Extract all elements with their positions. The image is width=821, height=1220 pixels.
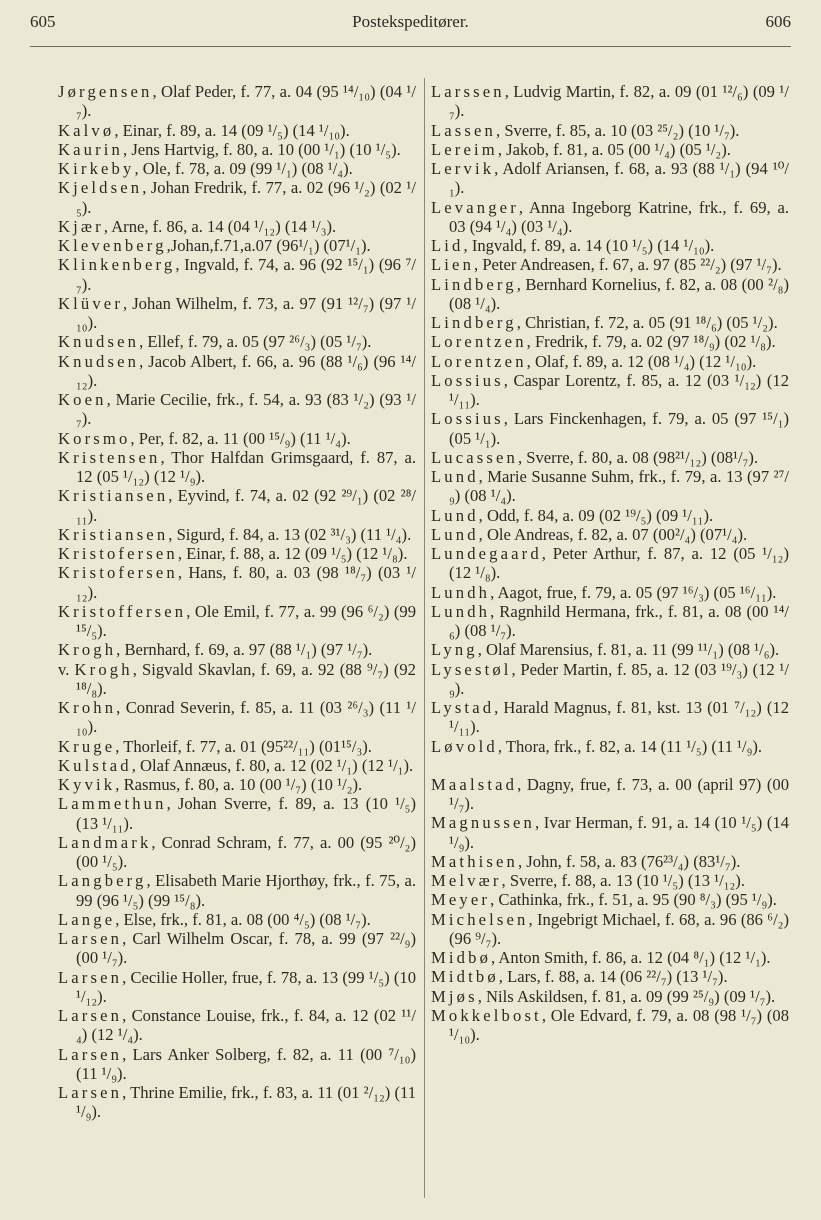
entry-surname: Larsen — [58, 1083, 123, 1102]
entry-surname: Jørgensen — [58, 82, 153, 101]
entry-surname: Lossius — [431, 409, 504, 429]
entry-surname: Lammethun — [58, 794, 167, 814]
directory-entry — [58, 640, 416, 659]
entry-surname: Lund — [431, 505, 479, 525]
entry-details: , Carl Wilhelm Oscar, f. 78, a. 99 (97 ²²/₉) (00 ¹/₇). — [76, 929, 416, 968]
entry-details: , Lars Finckenhagen, f. 79, a. 05 (97 ¹⁵/₁) (05 ¹/₁). — [449, 409, 789, 448]
entry-surname: Korsmo — [58, 428, 131, 448]
entry-surname: Lorentzen — [431, 351, 527, 371]
entry-details: , Christian, f. 72, a. 05 (91 ¹⁸/₆) (05 ¹/₂). — [516, 313, 778, 332]
entry-details: , Thorleif, f. 77, a. 01 (95²²/₁₁) (01¹⁵/₃). — [115, 736, 372, 756]
entry-details: , Adolf Ariansen, f. 68, a. 93 (88 ¹/₁) (94 ¹⁰/₁). — [449, 159, 789, 198]
directory-entry — [431, 871, 789, 890]
entry-details: , Jens Hartvig, f. 80, a. 10 (00 ¹/₁) (10 ¹/₅). — [123, 139, 401, 159]
entry-details: , John, f. 58, a. 83 (76²³/₄) (83¹/₇). — [518, 851, 741, 871]
entry-details: , Constance Louise, frk., f. 84, a. 12 (02 ¹¹/₄) (12 ¹/₄). — [76, 1006, 416, 1045]
entry-surname: Klevenberg — [58, 236, 167, 255]
directory-entry — [431, 890, 789, 909]
directory-entry — [58, 448, 416, 487]
directory-entry — [431, 255, 789, 274]
entry-details: , Harald Magnus, f. 81, kst. 13 (01 ⁷/₁₂) (12 ¹/₁₁). — [449, 698, 789, 737]
directory-entry — [58, 544, 416, 563]
entry-details: , Olaf Marensius, f. 81, a. 11 (99 ¹¹/₁) (08 ¹/₆). — [477, 640, 780, 660]
entry-surname: Larsen — [58, 1006, 123, 1025]
entry-surname: Lucassen — [431, 447, 518, 467]
directory-entry — [431, 525, 789, 544]
directory-entry — [58, 1045, 416, 1084]
entry-surname: Kjær — [58, 216, 104, 236]
directory-entry — [431, 159, 789, 198]
entry-surname: Lid — [431, 236, 464, 255]
entry-surname: Kulstad — [58, 755, 132, 775]
entry-details: , Cathinka, frk., f. 51, a. 95 (90 ⁸/₃) (95 ¹/₉). — [490, 890, 777, 910]
entry-surname: Lereim — [431, 139, 498, 159]
entry-details: ,Johan,f.71,a.07 (96¹/₁) (07¹/₁). — [166, 236, 371, 255]
entry-details: , Ole Andreas, f. 82, a. 07 (00²/₄) (07¹/₄). — [478, 524, 748, 544]
page-number-right: 606 — [765, 12, 791, 31]
entry-surname: Knudsen — [58, 351, 140, 371]
entry-details: , Elisabeth Marie Hjorthøy, frk., f. 75, a. 99 (96 ¹/₅) (99 ¹⁵/₈). — [76, 871, 416, 910]
entry-surname: Kristofersen — [58, 563, 178, 583]
entry-details: , Ingebrigt Michael, f. 68, a. 96 (86 ⁶/₂) (96 ⁹/₇). — [449, 909, 789, 948]
entry-surname: Meyer — [431, 890, 491, 910]
letter-gap — [431, 756, 789, 775]
entry-details: , Nils Askildsen, f. 81, a. 09 (99 ²⁵/₉) (09 ¹/₇). — [477, 986, 776, 1006]
directory-entry — [431, 775, 789, 814]
directory-entry — [431, 813, 789, 852]
directory-entry — [58, 332, 416, 351]
entry-surname: Koen — [58, 390, 107, 409]
entry-details: , Jacob Albert, f. 66, a. 96 (88 ¹/₆) (96 ¹⁴/₁₂). — [76, 351, 416, 390]
entry-details: , Sverre, f. 85, a. 10 (03 ²⁵/₂) (10 ¹/₇). — [496, 120, 740, 140]
directory-entry — [431, 467, 789, 506]
entry-details: , Lars Anker Solberg, f. 82, a. 11 (00 ⁷/₁₀) (11 ¹/₉). — [76, 1044, 416, 1083]
running-title: Postekspeditører. — [352, 12, 469, 31]
header-rule — [30, 46, 791, 47]
entry-surname: Krohn — [58, 698, 117, 717]
entry-surname: Magnussen — [431, 813, 535, 833]
left-column — [58, 82, 416, 1122]
entry-surname: Kirkeby — [58, 159, 135, 178]
entry-details: , Fredrik, f. 79, a. 02 (97 ¹⁸/₉) (02 ¹/₈). — [526, 332, 776, 352]
column-divider — [424, 78, 425, 1198]
entry-surname: Mathisen — [431, 851, 518, 871]
entry-details: , Thor Halfdan Grimsgaard, f. 87, a. 12 (05 ¹/₁₂) (12 ¹/₉). — [76, 447, 416, 486]
directory-entry — [431, 236, 789, 255]
entry-surname: Lindberg — [431, 274, 517, 294]
entry-details: , Thora, frk., f. 82, a. 14 (11 ¹/₅) (11 ¹/₉). — [497, 736, 763, 756]
entry-surname: Maalstad — [431, 774, 518, 794]
entry-details: , Johan Sverre, f. 89, a. 13 (10 ¹/₅) (13 ¹/₁₁). — [76, 794, 416, 833]
entry-details: , Conrad Severin, f. 85, a. 11 (03 ²⁶/₃) (11 ¹/₁₀). — [76, 698, 416, 737]
directory-entry — [431, 275, 789, 314]
directory-entry — [58, 737, 416, 756]
entry-surname: Larsen — [58, 1044, 123, 1064]
entry-details: , Johan Wilhelm, f. 73, a. 97 (91 ¹²/₇) (97 ¹/₁₀). — [76, 293, 416, 332]
entry-details: , Ole Edvard, f. 79, a. 08 (98 ¹/₇) (08 ¹/₁₀). — [449, 1005, 789, 1044]
entry-surname: Lien — [431, 255, 475, 275]
entry-details: , Bernhard, f. 69, a. 97 (88 ¹/₁) (97 ¹/₇). — [116, 640, 373, 660]
entry-details: , Ludvig Martin, f. 82, a. 09 (01 ¹²/₆) (09 ¹/₇). — [449, 82, 789, 121]
entry-details: , Hans, f. 80, a. 03 (98 ¹⁸/₇) (03 ¹/₁₂). — [76, 563, 416, 602]
entry-surname: Mokkelbost — [431, 1005, 542, 1025]
directory-entry — [431, 737, 789, 756]
directory-entry — [431, 698, 789, 737]
directory-entry — [58, 602, 416, 641]
directory-entry — [431, 967, 789, 986]
directory-entry — [431, 1006, 789, 1045]
entry-surname: Kjeldsen — [58, 178, 143, 198]
entry-details: , Ingvald, f. 89, a. 14 (10 ¹/₅) (14 ¹/₁₀). — [463, 236, 715, 255]
directory-entry — [58, 929, 416, 968]
entry-details: , Olaf Peder, f. 77, a. 04 (95 ¹⁴/₁₀) (04 ¹/₇). — [76, 82, 416, 121]
entry-details: , Per, f. 82, a. 11 (00 ¹⁵/₉) (11 ¹/₄). — [130, 428, 351, 448]
directory-entry — [58, 352, 416, 391]
directory-entry — [58, 178, 416, 217]
entry-surname: Klüver — [58, 293, 124, 313]
directory-entry — [58, 236, 416, 255]
entry-details: , Cecilie Holler, frue, f. 78, a. 13 (99 ¹/₅) (10 ¹/₁₂). — [76, 967, 416, 1006]
directory-entry — [58, 968, 416, 1007]
entry-surname: Lorentzen — [431, 332, 527, 352]
directory-entry — [58, 255, 416, 294]
entry-surname: Lystad — [431, 698, 495, 717]
entry-details: , Johan Fredrik, f. 77, a. 02 (96 ¹/₂) (02 ¹/₅). — [76, 178, 416, 217]
entry-surname: Lange — [58, 909, 116, 929]
entry-details: , Jakob, f. 81, a. 05 (00 ¹/₄) (05 ¹/₂). — [497, 139, 731, 159]
directory-entry — [58, 429, 416, 448]
entry-details: , Einar, f. 88, a. 12 (09 ¹/₅) (12 ¹/₈). — [177, 544, 408, 563]
entry-surname: Lundegaard — [431, 544, 542, 563]
directory-entry — [431, 409, 789, 448]
directory-entry — [431, 852, 789, 871]
entry-surname: Krogh — [74, 659, 133, 679]
entry-surname: Kristensen — [58, 447, 161, 467]
entry-surname: Lundh — [431, 601, 491, 621]
entry-surname: Larsen — [58, 967, 123, 987]
entry-details: , Else, frk., f. 81, a. 08 (00 ⁴/₅) (08 ¹/₇). — [115, 909, 371, 929]
entry-surname: Midtbø — [431, 967, 499, 987]
directory-entry — [58, 756, 416, 775]
entry-details: , Peder Martin, f. 85, a. 12 (03 ¹⁹/₃) (12 ¹/₉). — [449, 659, 789, 698]
directory-entry — [431, 198, 789, 237]
entry-surname: Larsen — [58, 929, 123, 948]
entry-details: , Olaf Annæus, f. 80, a. 12 (02 ¹/₁) (12 ¹/₁). — [131, 755, 414, 775]
directory-entry — [431, 82, 789, 121]
entry-prefix: v. — [58, 659, 75, 679]
entry-details: , Caspar Lorentz, f. 85, a. 12 (03 ¹/₁₂) (12 ¹/₁₁). — [449, 370, 789, 409]
entry-surname: Lindberg — [431, 313, 517, 332]
entry-surname: Lundh — [431, 582, 491, 602]
entry-surname: Larssen — [431, 82, 505, 101]
directory-entry — [58, 486, 416, 525]
entry-surname: Kruge — [58, 736, 116, 756]
entry-details: , Conrad Schram, f. 77, a. 00 (95 ²⁰/₂) (00 ¹/₅). — [76, 832, 416, 871]
directory-entry — [58, 698, 416, 737]
directory-entry — [58, 525, 416, 544]
directory-entry — [431, 448, 789, 467]
entry-details: , Anton Smith, f. 86, a. 12 (04 ⁸/₁) (12 ¹/₁). — [491, 948, 771, 967]
entry-surname: Langberg — [58, 871, 147, 891]
directory-entry — [431, 506, 789, 525]
directory-entry — [431, 371, 789, 410]
entry-surname: Lassen — [431, 120, 497, 140]
directory-entry — [58, 833, 416, 872]
directory-entry — [431, 910, 789, 949]
page-number-left: 605 — [30, 12, 56, 31]
directory-entry — [431, 640, 789, 659]
directory-entry — [431, 660, 789, 699]
directory-entry — [58, 390, 416, 429]
entry-details: , Olaf, f. 89, a. 12 (08 ¹/₄) (12 ¹/₁₀). — [526, 351, 757, 371]
entry-surname: Løvold — [431, 736, 498, 756]
entry-surname: Michelsen — [431, 909, 529, 929]
entry-details: , Ole, f. 78, a. 09 (99 ¹/₁) (08 ¹/₄). — [134, 159, 353, 178]
directory-entry — [58, 121, 416, 140]
entry-details: , Einar, f. 89, a. 14 (09 ¹/₅) (14 ¹/₁₀). — [114, 120, 350, 140]
directory-entry — [431, 352, 789, 371]
entry-details: , Marie Cecilie, frk., f. 54, a. 93 (83 ¹/₂) (93 ¹/₇). — [76, 390, 416, 429]
entry-details: , Marie Susanne Suhm, frk., f. 79, a. 13 (97 ²⁷/₉) (08 ¹/₄). — [449, 467, 789, 506]
entry-surname: Mjøs — [431, 986, 478, 1006]
directory-entry — [431, 948, 789, 967]
page-header — [30, 8, 791, 38]
entry-surname: Kristiansen — [58, 486, 169, 506]
entry-details: , Ole Emil, f. 77, a. 99 (96 ⁶/₂) (99 ¹⁵/₅). — [76, 601, 416, 640]
directory-entry — [58, 871, 416, 910]
directory-entry — [58, 217, 416, 236]
entry-surname: Kalvø — [58, 120, 115, 140]
entry-details: , Odd, f. 84, a. 09 (02 ¹⁹/₅) (09 ¹/₁₁). — [478, 505, 714, 525]
directory-entry — [431, 987, 789, 1006]
entry-details: , Ivar Herman, f. 91, a. 14 (10 ¹/₅) (14 ¹/₉). — [449, 813, 789, 852]
entry-details: , Aagot, frue, f. 79, a. 05 (97 ¹⁶/₃) (05 ¹⁶/₁₁). — [490, 582, 777, 602]
entry-surname: Kristoffersen — [58, 601, 187, 621]
entry-details: , Anna Ingeborg Katrine, frk., f. 69, a. 03 (94 ¹/₄) (03 ¹/₄). — [449, 197, 789, 236]
entry-surname: Knudsen — [58, 332, 140, 352]
entry-details: , Peter Arthur, f. 87, a. 12 (05 ¹/₁₂) (12 ¹/₈). — [449, 544, 789, 583]
directory-entry — [58, 1083, 416, 1122]
directory-entry — [431, 140, 789, 159]
directory-entry — [58, 794, 416, 833]
entry-details: , Lars, f. 88, a. 14 (06 ²²/₇) (13 ¹/₇). — [498, 967, 728, 987]
entry-details: , Sverre, f. 80, a. 08 (98²¹/₁₂) (08¹/₇). — [517, 447, 759, 467]
entry-surname: Lyng — [431, 640, 478, 660]
entry-details: , Thrine Emilie, frk., f. 83, a. 11 (01 ²/₁₂) (11 ¹/₉). — [76, 1083, 416, 1122]
directory-entry — [431, 583, 789, 602]
entry-surname: Lysestøl — [431, 659, 512, 679]
entry-details: , Bernhard Kornelius, f. 82, a. 08 (00 ²/₈) (08 ¹/₄). — [449, 274, 789, 313]
entry-surname: Kristofersen — [58, 544, 178, 563]
entry-details: , Sigurd, f. 84, a. 13 (02 ³¹/₃) (11 ¹/₄). — [168, 524, 412, 544]
directory-entry — [58, 660, 416, 699]
entry-surname: Lossius — [431, 370, 504, 390]
directory-entry — [58, 1006, 416, 1045]
entry-details: , Sigvald Skavlan, f. 69, a. 92 (88 ⁹/₇) (92 ¹⁸/₈). — [76, 659, 416, 698]
directory-entry — [431, 332, 789, 351]
directory-entry — [431, 602, 789, 641]
directory-entry — [58, 563, 416, 602]
entry-surname: Lund — [431, 524, 479, 544]
entry-surname: Krogh — [58, 640, 117, 660]
entry-details: , Ragnhild Hermana, frk., f. 81, a. 08 (00 ¹⁴/₆) (08 ¹/₇). — [449, 601, 789, 640]
directory-entry — [58, 140, 416, 159]
directory-entry — [58, 775, 416, 794]
entry-surname: Lund — [431, 467, 479, 486]
entry-surname: Kyvik — [58, 775, 116, 794]
entry-details: , Sverre, f. 88, a. 13 (10 ¹/₅) (13 ¹/₁₂). — [501, 871, 745, 890]
entry-surname: Levanger — [431, 197, 519, 217]
entry-surname: Midbø — [431, 948, 492, 967]
entry-details: , Peter Andreasen, f. 67, a. 97 (85 ²²/₂) (97 ¹/₇). — [474, 255, 782, 275]
entry-surname: Melvær — [431, 871, 502, 890]
entry-details: , Ingvald, f. 74, a. 96 (92 ¹⁵/₁) (96 ⁷/₇). — [76, 255, 416, 294]
directory-entry — [58, 910, 416, 929]
right-column — [431, 82, 789, 1044]
entry-details: , Ellef, f. 79, a. 05 (97 ²⁶/₃) (05 ¹/₇). — [139, 332, 372, 352]
entry-details: , Eyvind, f. 74, a. 02 (92 ²⁹/₁) (02 ²⁸/₁₁). — [76, 486, 416, 525]
entry-details: , Dagny, frue, f. 73, a. 00 (april 97) (00 ¹/₇). — [449, 774, 789, 813]
directory-entry — [58, 82, 416, 121]
directory-entry — [58, 294, 416, 333]
entry-surname: Klinkenberg — [58, 255, 176, 275]
entry-surname: Lervik — [431, 159, 495, 178]
entry-surname: Landmark — [58, 832, 152, 852]
entry-details: , Rasmus, f. 80, a. 10 (00 ¹/₇) (10 ¹/₂). — [115, 775, 363, 794]
entry-details: , Arne, f. 86, a. 14 (04 ¹/₁₂) (14 ¹/₃). — [103, 216, 337, 236]
directory-entry — [431, 121, 789, 140]
directory-entry — [431, 544, 789, 583]
entry-surname: Kaurin — [58, 139, 124, 159]
entry-surname: Kristiansen — [58, 524, 169, 544]
directory-entry — [431, 313, 789, 332]
directory-entry — [58, 159, 416, 178]
